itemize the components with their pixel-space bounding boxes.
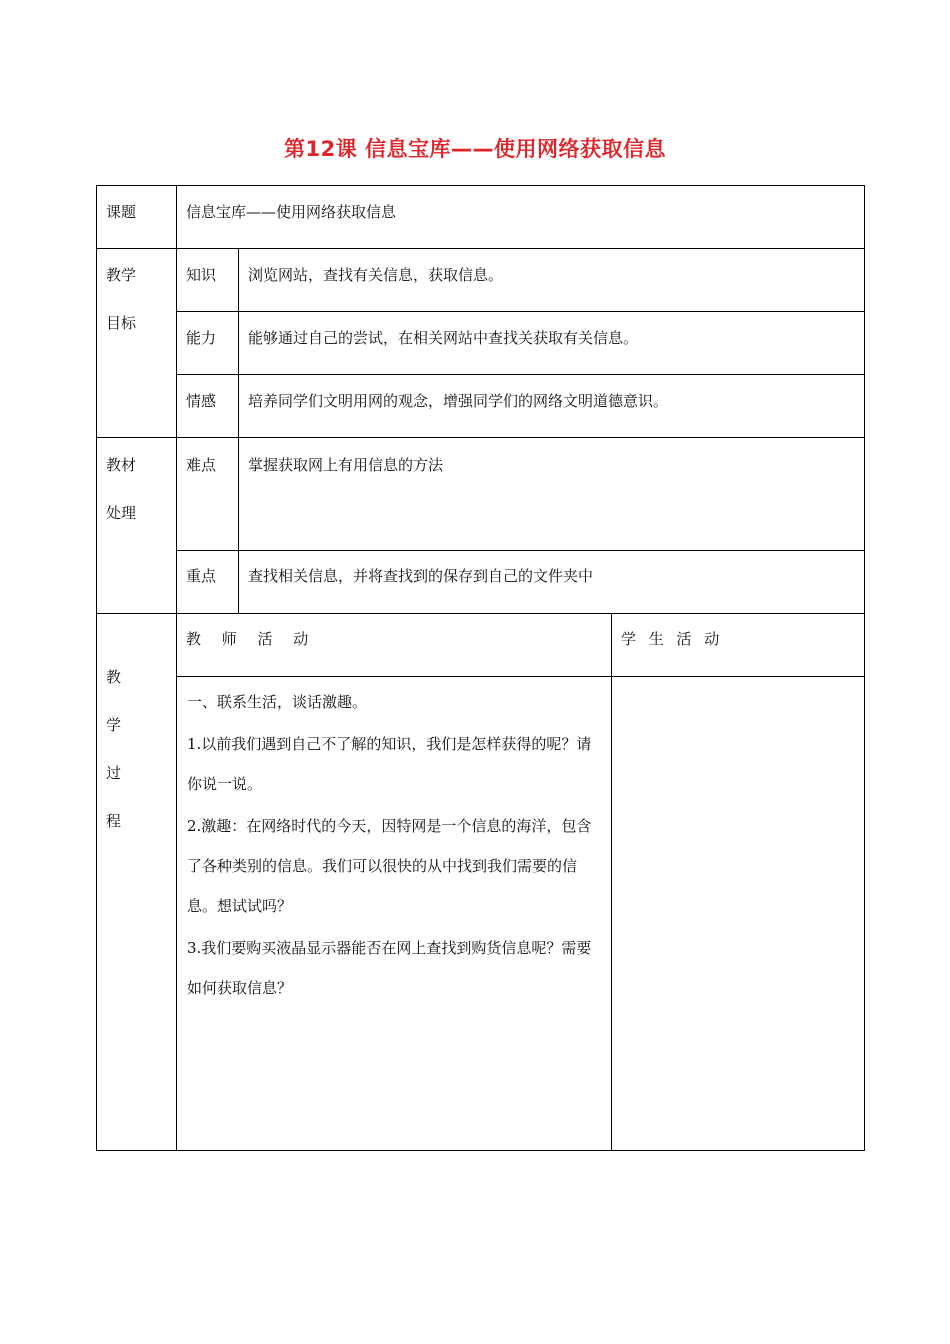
emotion-value: 培养同学们文明用网的观念，增强同学们的网络文明道德意识。 [248, 392, 669, 410]
process-label-char-3: 过 [106, 764, 122, 782]
col-divider-2 [238, 248, 239, 613]
row-line-1 [96, 248, 865, 249]
col-divider-1 [176, 185, 177, 1151]
row-line-3 [176, 374, 865, 375]
student-activity-header: 学 生 活 动 [621, 630, 724, 648]
row-line-5 [176, 550, 865, 551]
emotion-label: 情感 [186, 392, 217, 410]
teacher-item: 一、联系生活，谈话激趣。 [187, 693, 368, 711]
teacher-item: 3.我们要购买液晶显示器能否在网上查找到购货信息呢？需要如何获取信息？ [187, 939, 592, 997]
difficulty-value: 掌握获取网上有用信息的方法 [248, 456, 444, 474]
objectives-label-line2: 目标 [106, 314, 137, 332]
key-label: 重点 [186, 567, 217, 585]
knowledge-value: 浏览网站，查找有关信息，获取信息。 [248, 266, 504, 284]
border-bottom [96, 1150, 865, 1151]
col-divider-3 [611, 613, 612, 1151]
ability-label: 能力 [186, 329, 217, 347]
border-left [96, 185, 97, 1151]
material-label-line1: 教材 [106, 456, 137, 474]
knowledge-label: 知识 [186, 266, 217, 284]
teacher-activity-body [187, 682, 605, 1010]
objectives-label-line1: 教学 [106, 266, 137, 284]
topic-label: 课题 [106, 203, 137, 221]
border-right [864, 185, 865, 1151]
material-label-line2: 处理 [106, 504, 137, 522]
topic-value: 信息宝库——使用网络获取信息 [186, 203, 397, 221]
teacher-item: 1.以前我们遇到自己不了解的知识，我们是怎样获得的呢？请你说一说。 [187, 735, 592, 793]
key-value: 查找相关信息，并将查找到的保存到自己的文件夹中 [248, 567, 594, 585]
teacher-activity-header: 教 师 活 动 [186, 630, 317, 648]
row-line-7 [176, 676, 865, 677]
row-line-4 [96, 437, 865, 438]
process-label-char-1: 教 [106, 668, 122, 686]
row-line-6 [96, 613, 865, 614]
process-label-char-4: 程 [106, 812, 122, 830]
ability-value: 能够通过自己的尝试，在相关网站中查找关获取有关信息。 [248, 329, 639, 347]
document-title: 第12课 信息宝库——使用网络获取信息 [283, 137, 667, 161]
process-label-char-2: 学 [106, 716, 122, 734]
border-top [96, 185, 865, 186]
row-line-2 [176, 311, 865, 312]
teacher-item: 2.激趣：在网络时代的今天，因特网是一个信息的海洋，包含了各种类别的信息。我们可以很快的从中找到我们需要的信息。想试试吗？ [187, 817, 592, 915]
difficulty-label: 难点 [186, 456, 217, 474]
